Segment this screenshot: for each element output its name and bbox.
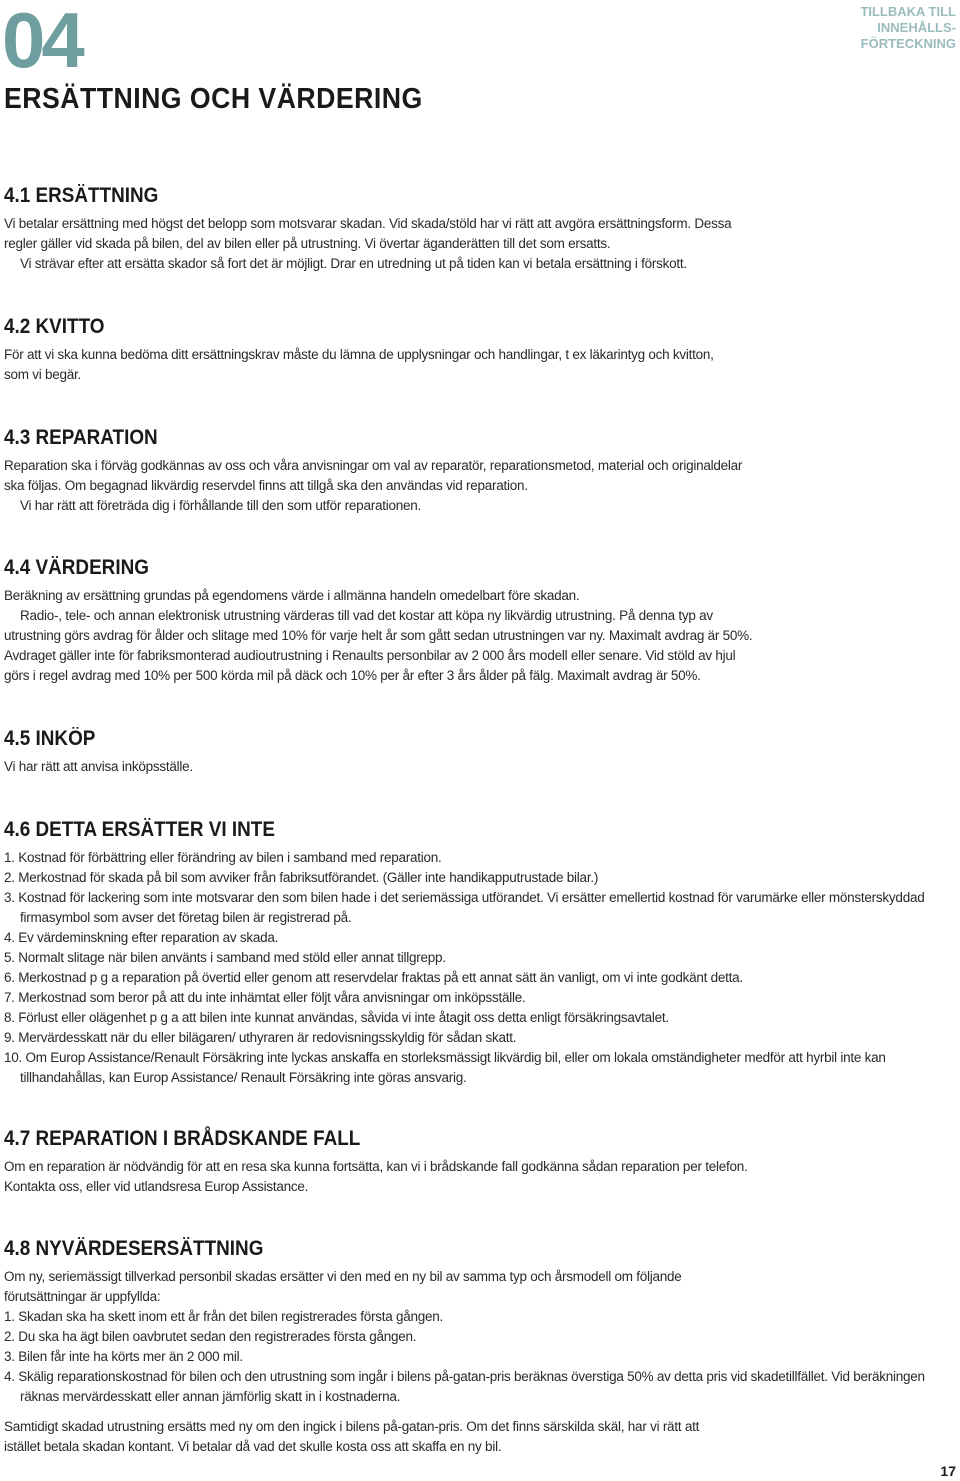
paragraph-line: Vi har rätt att anvisa inköpsställe.: [4, 759, 193, 774]
section-vardering: [4, 554, 954, 686]
paragraph-line: förutsättningar är uppfyllda:: [4, 1289, 161, 1304]
section-heading: 4.6 DETTA ERSÄTTER VI INTE: [4, 818, 275, 841]
list-item: 3. Kostnad för lackering som inte motsvarar den som bilen hade i det seriemässiga utförandet. Vi ersätter emellertid kostnad för varumärke eller mönsterskyddad firmasymbol som avser det företag bilen är registrerad på.: [4, 890, 925, 925]
paragraph-line: Vi betalar ersättning med högst det belopp som motsvarar skadan. Vid skada/stöld har vi rätt att avgöra ersättningsform. Dessa: [4, 216, 732, 231]
back-link-line: FÖRTECKNING: [860, 36, 956, 51]
section-reparation-bradskande: [4, 1125, 954, 1197]
paragraph-line: görs i regel avdrag med 10% per 500 körda mil på däck och 10% per år efter 3 års ålder på fälg. Maximalt avdrag är 50%.: [4, 668, 701, 683]
paragraph-line: För att vi ska kunna bedöma ditt ersättningskrav måste du lämna de upplysningar och handlingar, t ex läkarintyg och kvitton,: [4, 347, 714, 362]
paragraph-line: istället betala skadan kontant. Vi betalar då vad det skulle kosta oss att skaffa en ny bil.: [4, 1439, 502, 1454]
list-item: 6. Merkostnad p g a reparation på övertid eller genom att reservdelar fraktas på ett annat sätt än vanligt, om vi inte godkänt detta.: [4, 970, 743, 985]
list-item: 9. Mervärdesskatt när du eller bilägaren/ uthyraren är redovisningsskyldig för sådan skatt.: [4, 1030, 517, 1045]
exclusion-list: [4, 848, 954, 1088]
section-ersattning: [4, 182, 954, 274]
paragraph-line: Beräkning av ersättning grundas på egendomens värde i allmänna handeln omedelbart före skadan.: [4, 588, 580, 603]
list-item: 4. Ev värdeminskning efter reparation av skada.: [4, 930, 279, 945]
section-heading: 4.5 INKÖP: [4, 727, 96, 750]
section-heading: 4.1 ERSÄTTNING: [4, 184, 159, 207]
paragraph-line: regler gäller vid skada på bilen, del av bilen eller på utrustning. Vi övertar äganderätten till det som ersatts.: [4, 236, 611, 251]
section-heading: 4.7 REPARATION I BRÅDSKANDE FALL: [4, 1127, 361, 1150]
back-link-line: TILLBAKA TILL: [860, 4, 956, 19]
section-heading: 4.8 NYVÄRDESERSÄTTNING: [4, 1237, 264, 1260]
list-item: 2. Merkostnad för skada på bil som avviker från fabriksutförandet. (Gäller inte handikapputrustade bilar.): [4, 870, 599, 885]
chapter-number: 04: [2, 0, 81, 84]
list-item: 3. Bilen får inte ha körts mer än 2 000 mil.: [4, 1349, 243, 1364]
section-heading: 4.2 KVITTO: [4, 315, 105, 338]
paragraph-line: som vi begär.: [4, 367, 82, 382]
paragraph-line: Reparation ska i förväg godkännas av oss och våra anvisningar om val av reparatör, reparationsmetod, material och originaldelar: [4, 458, 743, 473]
paragraph-line: Vi har rätt att företräda dig i förhållande till den som utför reparationen.: [20, 498, 421, 513]
list-item: 1. Skadan ska ha skett inom ett år från det bilen registrerades första gången.: [4, 1309, 444, 1324]
list-item: 10. Om Europ Assistance/Renault Försäkring inte lyckas anskaffa en storleksmässigt likvärdig bil, eller om lokala omständigheter medför att hyrbil inte kan tillhandahållas, kan Europ Assistance/ Renault Försäkring inte göras ansvarig.: [4, 1050, 886, 1085]
section-heading: 4.4 VÄRDERING: [4, 556, 149, 579]
list-item: 7. Merkostnad som beror på att du inte inhämtat eller följt våra anvisningar om inköpsställe.: [4, 990, 526, 1005]
section-kvitto: [4, 313, 954, 385]
section-nyvardesersattning: [4, 1235, 954, 1457]
conditions-list: [4, 1307, 954, 1407]
paragraph-line: Kontakta oss, eller vid utlandsresa Europ Assistance.: [4, 1179, 309, 1194]
paragraph-line: Samtidigt skadad utrustning ersätts med ny om den ingick i bilens på-gatan-pris. Om det finns särskilda skäl, har vi rätt att: [4, 1419, 700, 1434]
section-reparation: [4, 424, 954, 516]
paragraph-line: Radio-, tele- och annan elektronisk utrustning värderas till vad det kostar att köpa ny likvärdig utrustning. På denna typ av: [20, 608, 713, 623]
list-item: 5. Normalt slitage när bilen använts i samband med stöld eller annat tillgrepp.: [4, 950, 446, 965]
list-item: 2. Du ska ha ägt bilen oavbrutet sedan den registrerades första gången.: [4, 1329, 417, 1344]
paragraph-line: Om en reparation är nödvändig för att en resa ska kunna fortsätta, kan vi i brådskande fall godkänna sådan reparation per telefon.: [4, 1159, 748, 1174]
chapter-title: ERSÄTTNING OCH VÄRDERING: [4, 83, 423, 115]
spacer: [4, 1407, 954, 1417]
list-item: 4. Skälig reparationskostnad för bilen och den utrustning som ingår i bilens på-gatan-pris beräknas överstiga 50% av detta pris vid skadetillfället. Vid beräkningen räknas mervärdesskatt eller annan jämförlig skatt in i kostnaderna.: [4, 1369, 925, 1404]
paragraph-line: Vi strävar efter att ersätta skador så fort det är möjligt. Drar en utredning ut på tiden kan vi betala ersättning i förskott.: [20, 256, 687, 271]
paragraph-line: ska följas. Om begagnad likvärdig reservdel finns att tillgå ska den användas vid reparation.: [4, 478, 528, 493]
section-detta-ersatter-vi-inte: [4, 816, 954, 1088]
section-inkop: [4, 725, 954, 777]
paragraph-line: Om ny, seriemässigt tillverkad personbil skadas ersätter vi den med en ny bil av samma typ och årsmodell om följande: [4, 1269, 682, 1284]
section-heading: 4.3 REPARATION: [4, 426, 158, 449]
back-link-line: INNEHÅLLS-: [877, 20, 956, 35]
list-item: 8. Förlust eller olägenhet p g a att bilen inte kunnat användas, såvida vi inte åtagit oss detta enligt försäkringsavtalet.: [4, 1010, 669, 1025]
paragraph-line: Avdraget gäller inte för fabriksmonterad audioutrustning i Renaults personbilar av 2 000 års modell eller senare. Vid stöld av hjul: [4, 648, 736, 663]
page-number: 17: [940, 1463, 956, 1479]
back-to-toc-link[interactable]: [836, 4, 956, 52]
paragraph-line: utrustning görs avdrag för ålder och slitage med 10% för varje helt år som gått sedan utrustningen var ny. Maximalt avdrag är 50%.: [4, 628, 753, 643]
list-item: 1. Kostnad för förbättring eller förändring av bilen i samband med reparation.: [4, 850, 442, 865]
